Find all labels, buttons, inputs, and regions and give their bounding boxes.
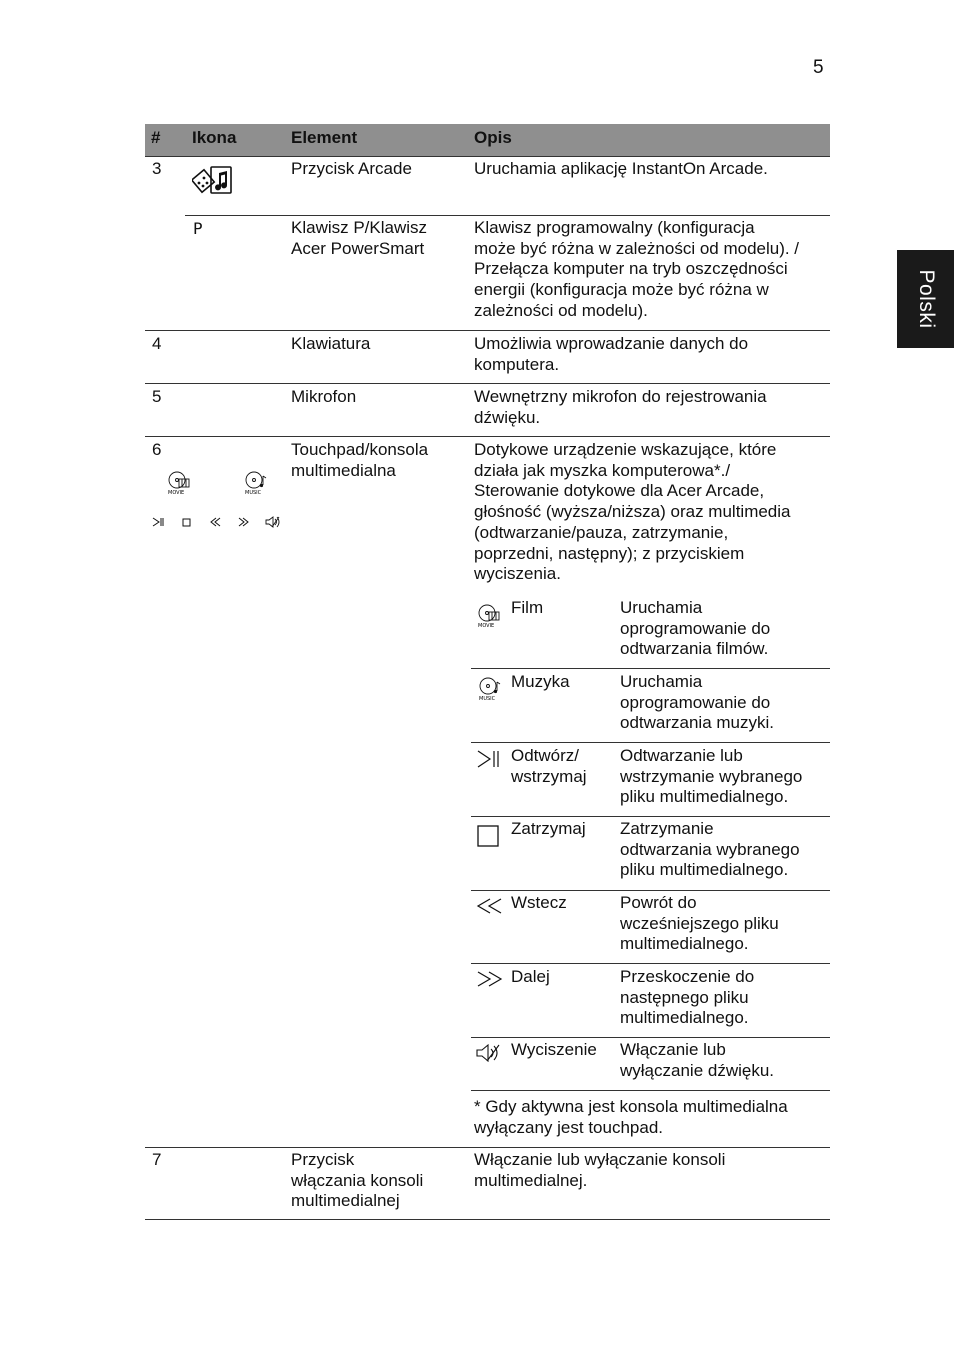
sub-item-desc: Uruchamia oprogramowanie do odtwarzania filmów. (620, 598, 771, 659)
previous-icon (476, 897, 504, 915)
movie-icon (166, 470, 192, 496)
svg-text:MUSIC: MUSIC (479, 696, 496, 702)
sub-item-name: Zatrzymaj (511, 819, 586, 838)
divider (471, 1090, 830, 1091)
sub-item-desc: Powrót do wcześniejszego pliku multimedialnego. (620, 893, 779, 954)
divider (145, 156, 830, 157)
header-icon: Ikona (192, 128, 237, 147)
divider (471, 816, 830, 817)
divider (145, 436, 830, 437)
divider (145, 1147, 830, 1148)
language-tab-label: Polski (914, 269, 938, 329)
sub-item-name: Odtwórz/ wstrzymaj (511, 746, 587, 786)
row-element: Mikrofon (291, 387, 357, 406)
stop-icon (477, 825, 499, 847)
divider (471, 890, 830, 891)
mute-icon (265, 516, 281, 528)
row-num: 4 (152, 334, 162, 353)
divider (471, 1037, 830, 1038)
divider (185, 215, 830, 216)
sub-item-desc: Uruchamia oprogramowanie do odtwarzania muzyki. (620, 672, 775, 733)
sub-item-desc: Włączanie lub wyłączanie dźwięku. (620, 1040, 775, 1080)
row-num: 6 (152, 440, 162, 459)
row-desc: Włączanie lub wyłączanie konsoli multimedialnej. (474, 1150, 726, 1190)
svg-text:MOVIE: MOVIE (168, 490, 185, 496)
p-key-icon: P (193, 219, 203, 238)
sub-item-name: Dalej (511, 967, 550, 986)
sub-item-name: Muzyka (511, 672, 570, 691)
svg-text:MUSIC: MUSIC (245, 490, 262, 496)
language-tab (897, 250, 954, 348)
sub-item-name: Wyciszenie (511, 1040, 597, 1059)
movie-icon (476, 603, 502, 629)
divider (145, 1219, 830, 1220)
row-element: Przycisk Arcade (291, 159, 412, 178)
row-element: Touchpad/konsola multimedialna (291, 440, 429, 480)
next-icon (237, 517, 250, 527)
svg-text:MOVIE: MOVIE (478, 623, 495, 629)
row-element: Przycisk włączania konsoli multimedialnej (291, 1150, 424, 1211)
play-pause-icon (151, 517, 165, 527)
row-desc: Dotykowe urządzenie wskazujące, które działa jak myszka komputerowa*./ Sterowanie dotykowe dla Acer Arcade, głośność (wyższa/niższa) oraz multimedia (odtwarzanie/pauza, zatrzymanie, poprzedni, następny); z przyciskiem wyciszenia. (474, 440, 791, 584)
row-desc: Uruchamia aplikację InstantOn Arcade. (474, 159, 768, 178)
footnote: * Gdy aktywna jest konsola multimedialna wyłączany jest touchpad. (474, 1097, 788, 1137)
divider (471, 963, 830, 964)
row-num: 7 (152, 1150, 162, 1169)
divider (471, 742, 830, 743)
header-num: # (151, 128, 161, 147)
previous-icon (209, 517, 222, 527)
play-pause-icon (476, 750, 502, 768)
sub-item-name: Wstecz (511, 893, 567, 912)
row-num: 3 (152, 159, 162, 178)
divider (145, 383, 830, 384)
row-desc: Umożliwia wprowadzanie danych do komputera. (474, 334, 749, 374)
page-number: 5 (813, 57, 824, 78)
row-element: Klawisz P/Klawisz Acer PowerSmart (291, 218, 428, 258)
stop-icon (182, 518, 191, 527)
sub-item-desc: Zatrzymanie odtwarzania wybranego pliku multimedialnego. (620, 819, 800, 880)
header-desc: Opis (474, 128, 512, 147)
table-header (145, 124, 830, 156)
row-element: Klawiatura (291, 334, 371, 353)
sub-item-desc: Przeskoczenie do następnego pliku multimedialnego. (620, 967, 755, 1028)
music-icon (476, 676, 504, 702)
sub-item-desc: Odtwarzanie lub wstrzymanie wybranego pliku multimedialnego. (620, 746, 803, 807)
next-icon (476, 970, 504, 988)
row-num: 5 (152, 387, 162, 406)
row-desc: Wewnętrzny mikrofon do rejestrowania dźwięku. (474, 387, 767, 427)
mute-icon (475, 1043, 503, 1063)
header-element: Element (291, 128, 358, 147)
divider (471, 668, 830, 669)
sub-item-name: Film (511, 598, 544, 617)
row-desc: Klawisz programowalny (konfiguracja może być różna w zależności od modelu). / Przełącza komputer na tryb oszczędności energii (konfiguracja może być różna w zależności od modelu). (474, 218, 800, 320)
music-icon (242, 470, 270, 496)
divider (145, 330, 830, 331)
arcade-icon (192, 164, 234, 200)
